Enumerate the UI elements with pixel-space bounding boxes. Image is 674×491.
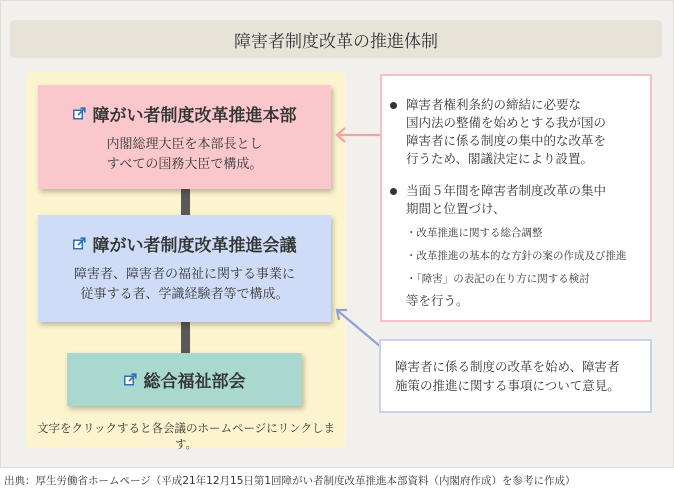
note-line: 施策の推進に関する事項について意見。	[395, 378, 620, 393]
connector-hq-council	[181, 189, 190, 215]
headquarters-box[interactable]	[38, 85, 331, 189]
sub-item: ・「障害」の表記の在り方に関する検討	[406, 273, 590, 285]
note-line: 障害者に係る制度の改革を始め、障害者	[395, 359, 620, 374]
bullet-text	[406, 96, 650, 168]
note-tail: 等を行う。	[406, 293, 469, 308]
note-bullet	[382, 182, 650, 310]
council-description	[38, 265, 331, 305]
council-link[interactable]	[38, 231, 331, 256]
council-box[interactable]	[38, 215, 331, 322]
arrow-to-headquarters	[334, 126, 380, 144]
headquarters-note	[380, 74, 652, 322]
headquarters-description	[38, 135, 331, 175]
click-instruction: 文字をクリックすると各会議のホームページにリンクします。	[36, 421, 336, 451]
bullet-text	[406, 182, 650, 310]
council-title[interactable]: 障がい者制度改革推進会議	[92, 236, 297, 256]
arrow-to-council	[333, 305, 383, 351]
welfare-subcommittee-box[interactable]	[67, 353, 302, 406]
external-link-icon	[124, 373, 137, 386]
council-desc-line: 従事する者、学識経験者等で構成。	[80, 287, 289, 302]
welfare-subcommittee-link[interactable]	[67, 353, 302, 406]
note-line: 当面５年間を障害者制度改革の集中	[406, 183, 607, 198]
source-citation: 出典：厚生労働省ホームページ（平成21年12月15日第1回障がい者制度改革推進本部資料（内閣府作成）を参考に作成）	[4, 475, 576, 487]
note-line: 期間と位置づけ、	[406, 201, 506, 216]
external-link-icon	[73, 107, 86, 120]
diagram-title-text: 障害者制度改革の推進体制	[234, 31, 438, 52]
sub-item: ・改革推進に関する総合調整	[406, 227, 543, 239]
diagram-title	[10, 20, 662, 58]
sub-item: ・改革推進の基本的な方針の案の作成及び推進	[406, 250, 627, 262]
headquarters-title[interactable]: 障がい者制度改革推進本部	[92, 106, 297, 126]
bullet-icon	[390, 188, 397, 195]
note-line: 障害者権利条約の締結に必要な	[406, 97, 582, 112]
council-note-text	[381, 357, 634, 395]
note-line: 障害者に係る制度の集中的な改革を	[406, 133, 607, 148]
headquarters-desc-line: 内閣総理大臣を本部長とし	[106, 137, 263, 152]
council-note	[379, 339, 652, 413]
bullet-icon	[390, 102, 397, 109]
council-desc-line: 障害者、障害者の福祉に関する事業に	[73, 267, 295, 282]
note-line: 行うため、閣議決定により設置。	[406, 151, 594, 166]
headquarters-desc-line: すべての国務大臣で構成。	[106, 157, 263, 172]
note-bullet	[382, 96, 650, 168]
connector-council-welfare	[181, 322, 190, 353]
welfare-subcommittee-title[interactable]: 総合福祉部会	[143, 372, 246, 392]
external-link-icon	[73, 237, 86, 250]
headquarters-link[interactable]	[38, 101, 331, 126]
note-line: 国内法の整備を始めとする我が国の	[406, 115, 607, 130]
